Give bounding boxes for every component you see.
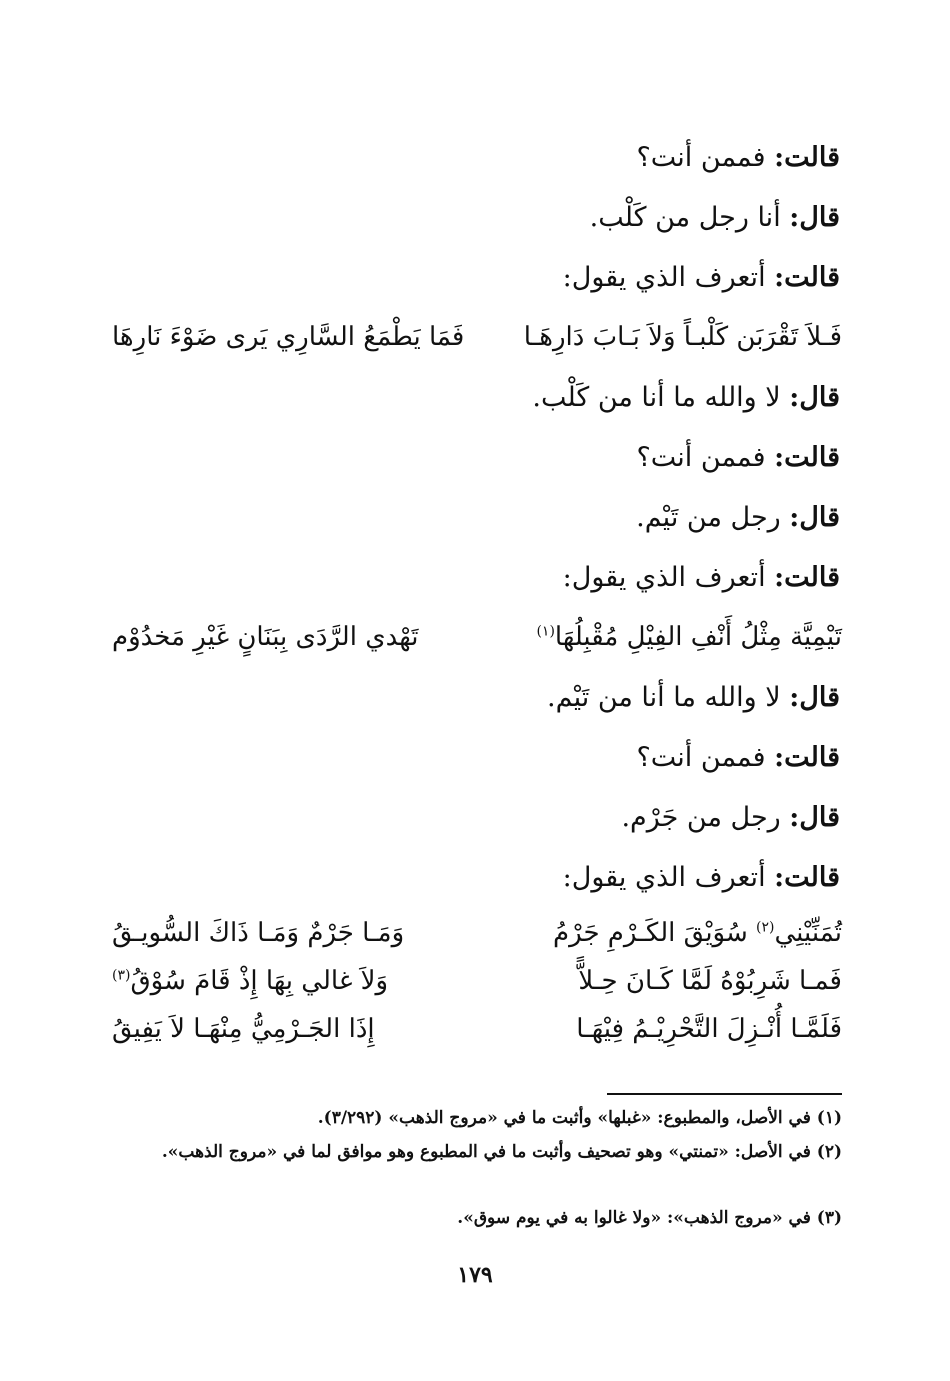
verse-second-hemistich: وَمَـا جَرْمٌ وَمَـا ذَاكَ السُّويـقُ — [112, 918, 405, 948]
footnote: (١) في الأصل، والمطبوع: «غبلها» وأثبت ما في «مروج الذهب» (٣/٢٩٢). — [317, 1108, 842, 1128]
verse-line — [112, 1014, 842, 1054]
dialogue-line — [563, 562, 840, 594]
verse-second-hemistich: وَلاَ غالي بِهَا إِذْ قَامَ سُوْقُ$^{(٣)}$ — [112, 966, 389, 996]
verse-line — [112, 322, 842, 362]
utterance: أتعرف الذي يقول: — [562, 862, 775, 893]
speaker: قال: — [789, 802, 840, 833]
dialogue-line — [563, 862, 840, 894]
footnote-marker: (٣) — [112, 967, 131, 984]
verse-first-hemistich: تَيْمِيَّة مِثْلُ أَنْفِ الفِيْلِ مُقْبِلُهَا$^{(١)}$ — [536, 622, 842, 652]
utterance: رجل من تَيْم. — [636, 502, 790, 533]
dialogue-line — [636, 742, 840, 774]
dialogue-line — [547, 682, 840, 714]
verse-line — [112, 622, 842, 662]
dialogue-line — [563, 262, 840, 294]
speaker: قالت: — [774, 142, 840, 173]
speaker: قال: — [789, 382, 840, 413]
dialogue-line — [621, 802, 840, 834]
verse-first-hemistich: فَمـا شَرِبُوْهُ لَمَّا كَـانَ حِـلاًّ — [578, 966, 842, 996]
utterance: فممن أنت؟ — [636, 742, 775, 773]
verse-line — [112, 966, 842, 1006]
utterance: أتعرف الذي يقول: — [562, 562, 775, 593]
speaker: قالت: — [774, 862, 840, 893]
footnote-marker: (١) — [536, 623, 555, 640]
utterance: لا والله ما أنا من تَيْم. — [547, 682, 790, 713]
speaker: قالت: — [774, 442, 840, 473]
footnote: (٢) في الأصل: «تمنتي» وهو تصحيف وأثبت ما في المطبوع وهو موافق لما في «مروج الذهب». — [161, 1142, 842, 1162]
speaker: قال: — [789, 682, 840, 713]
speaker: قال: — [789, 202, 840, 233]
utterance: أتعرف الذي يقول: — [562, 262, 775, 293]
verse-second-hemistich: إِذَا الجَـرْمِيُّ مِنْهَـا لاَ يَفِيقُ — [112, 1014, 375, 1044]
speaker: قالت: — [774, 562, 840, 593]
utterance: رجل من جَرْم. — [621, 802, 790, 833]
speaker: قالت: — [774, 742, 840, 773]
utterance: فممن أنت؟ — [636, 142, 775, 173]
footnote: (٣) في «مروج الذهب»: «ولا غالوا به في يوم سوق». — [457, 1208, 842, 1228]
speaker: قال: — [789, 502, 840, 533]
footnote-separator — [607, 1093, 842, 1095]
utterance: فممن أنت؟ — [636, 442, 775, 473]
dialogue-line — [636, 442, 840, 474]
utterance: لا والله ما أنا من كَلْب. — [532, 382, 790, 413]
dialogue-line — [636, 142, 840, 174]
footnote-marker: (٢) — [756, 919, 775, 936]
verse-first-hemistich: فَلَمَّـا أُنْـزِلَ التَّحْرِيْـمُ فِيْهَـا — [576, 1014, 842, 1044]
dialogue-line — [532, 382, 840, 414]
speaker: قالت: — [774, 262, 840, 293]
verse-first-hemistich: فَـلاَ تَقْرَبَن كَلْبـاً وَلاَ بَـابَ دَارِهَـا — [523, 322, 842, 352]
dialogue-line — [590, 202, 840, 234]
dialogue-line — [636, 502, 840, 534]
utterance: أنا رجل من كَلْب. — [589, 202, 790, 233]
page-number: ١٧٩ — [457, 1262, 493, 1288]
verse-second-hemistich: تَهْدي الرَّدَى بِبَنَانٍ غَيْرِ مَخدُوْم — [112, 622, 419, 652]
verse-line — [112, 918, 842, 958]
verse-first-hemistich: تُمَنِّيْنِي$^{(٢)}$ سُوَيْقَ الكَـرْمِ جَرْمُ — [553, 918, 842, 948]
verse-second-hemistich: فَمَا يَطْمَعُ السَّارِي يَرى ضَوْءَ نَارِهَا — [112, 322, 465, 352]
